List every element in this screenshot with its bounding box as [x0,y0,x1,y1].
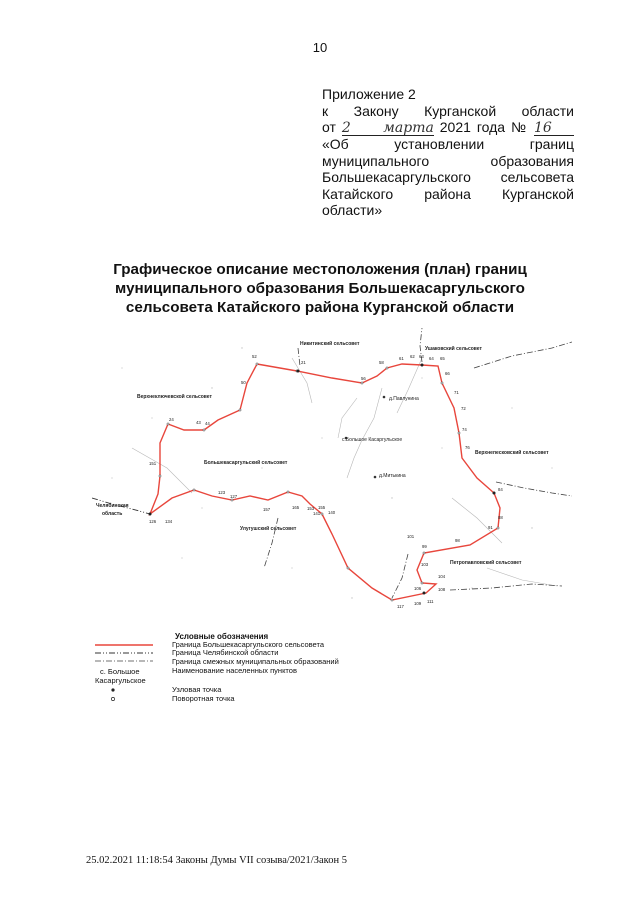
point-label: 91 [488,525,493,530]
point-label: 117 [397,604,404,609]
legend-chelyabinsk-line-sample [95,649,153,657]
point-label: 88 [498,515,503,520]
neighbor-label-nikitinsky: Никитинский сельсовет [300,341,360,347]
point-label: 151 [149,461,157,466]
point-label: 21 [301,360,306,365]
point-label: 72 [461,406,466,411]
legend-item-settlement-names: Наименование населенных пунктов [172,666,297,675]
point-label: 64 [429,356,434,361]
point-label: 127 [230,494,238,499]
point-label: 126 [149,519,157,524]
neighbor-label-ushakovsky: Ушаковский сельсовет [425,346,482,352]
page-number: 10 [312,40,328,55]
neighbor-label-chelyabinsk-2: область [102,511,123,517]
point-label: 56 [361,376,366,381]
node-point-icon [110,687,116,693]
point-label: 50 [241,380,246,385]
point-label: 141 [313,511,321,516]
point-label: 99 [422,544,427,549]
legend-item-adjacent-border: Граница смежных муниципальных образований [172,657,339,666]
point-label: 157 [263,507,271,512]
point-label: 103 [421,562,429,567]
appendix-date-line [322,119,574,136]
point-label: 58 [379,360,384,365]
neighbor-labels [96,340,549,566]
point-label: 140 [328,510,336,515]
appendix-line-5: муниципального образования [322,152,574,169]
point-label: 123 [218,490,226,495]
neighbor-label-verkhnepeskovsky: Верхнепесковский сельсовет [475,450,549,456]
appendix-line-8: области» [322,202,383,218]
document-title [105,260,535,317]
date-prefix: от [322,119,336,135]
point-label: 24 [169,417,174,422]
point-label: 44 [205,421,210,426]
point-label: 153 [307,506,315,511]
point-number-labels [149,354,503,609]
settlement-label-bolshoe-kasargulskoe: с.Большое Касаргульское [342,437,403,443]
handwritten-number: 16 [534,122,574,136]
legend-boundary-line-sample [95,641,153,649]
year-text: 2021 года № [439,119,529,135]
neighbor-label-petropavlovsky: Петропавловский сельсовет [450,560,522,566]
footer-stamp: 25.02.2021 11:18:54 Законы Думы VII созыва/2021/Закон 5 [86,855,347,866]
point-label: 71 [454,390,459,395]
point-label: 43 [196,420,201,425]
point-label: 84 [498,487,503,492]
title-line-3: сельсовета Катайского района Курганской области [125,299,515,316]
turn-point-icon [110,696,116,702]
point-label: 109 [414,601,422,606]
adjacent-borders [264,328,572,598]
legend-settlement-sample-line-1: с. Большое [100,667,140,676]
point-label: 98 [455,538,460,543]
legend-adjacent-line-sample [95,657,153,665]
appendix-line-4: «Об установлении границ [322,136,574,152]
boundary-map [92,328,572,618]
point-label: 74 [462,427,467,432]
legend-title: Условные обозначения [175,632,269,641]
title-line-2: муниципального образования Большекасаргульского [115,280,525,297]
subject-label: Большекасаргульский сельсовет [204,460,288,466]
title-line-1: Графическое описание местоположения (план) границ [113,261,527,278]
point-label: 108 [438,587,446,592]
terrain-lines [132,358,557,586]
point-label: 76 [465,445,470,450]
legend-item-selsovet-border: Граница Большекасаргульского сельсовета [172,640,324,649]
settlement-labels [342,396,419,479]
appendix-law: к Закону Курганской области [322,102,574,119]
point-label: 101 [407,534,415,539]
appendix-line-7: Катайского района Курганской [322,185,574,202]
point-label: 111 [427,599,434,604]
legend-item-chelyabinsk-border: Граница Челябинской области [172,648,279,657]
neighbor-label-verkhneklyuchevskoy: Верхнеключевской сельсовет [137,394,212,400]
point-label: 63 [419,354,424,359]
appendix-number: Приложение 2 [322,86,416,102]
settlement-label-pavlunina: д.Павлунина [389,396,419,402]
point-label: 155 [318,505,326,510]
point-label: 104 [438,574,446,579]
neighbor-label-chelyabinsk-1: Челябинская [96,503,129,509]
point-label: 66 [445,371,450,376]
legend-node-point: Узловая точка [172,685,222,694]
point-label: 165 [292,505,300,510]
point-label: 52 [252,354,257,359]
legend-turn-point: Поворотная точка [172,694,235,703]
point-label: 106 [414,586,422,591]
point-label: 61 [399,356,404,361]
neighbor-label-ulugushsky: Улугушский сельсовет [240,526,297,532]
point-label: 62 [410,354,415,359]
appendix-header [322,86,574,219]
settlement-label-mitkina: д.Митькина [379,473,406,479]
legend-settlement-sample-line-2: Касаргульское [95,676,146,685]
point-label: 65 [440,356,445,361]
handwritten-date: 2 марта [341,120,434,136]
appendix-line-6: Большекасаргульского сельсовета [322,169,574,185]
point-label: 134 [165,519,173,524]
